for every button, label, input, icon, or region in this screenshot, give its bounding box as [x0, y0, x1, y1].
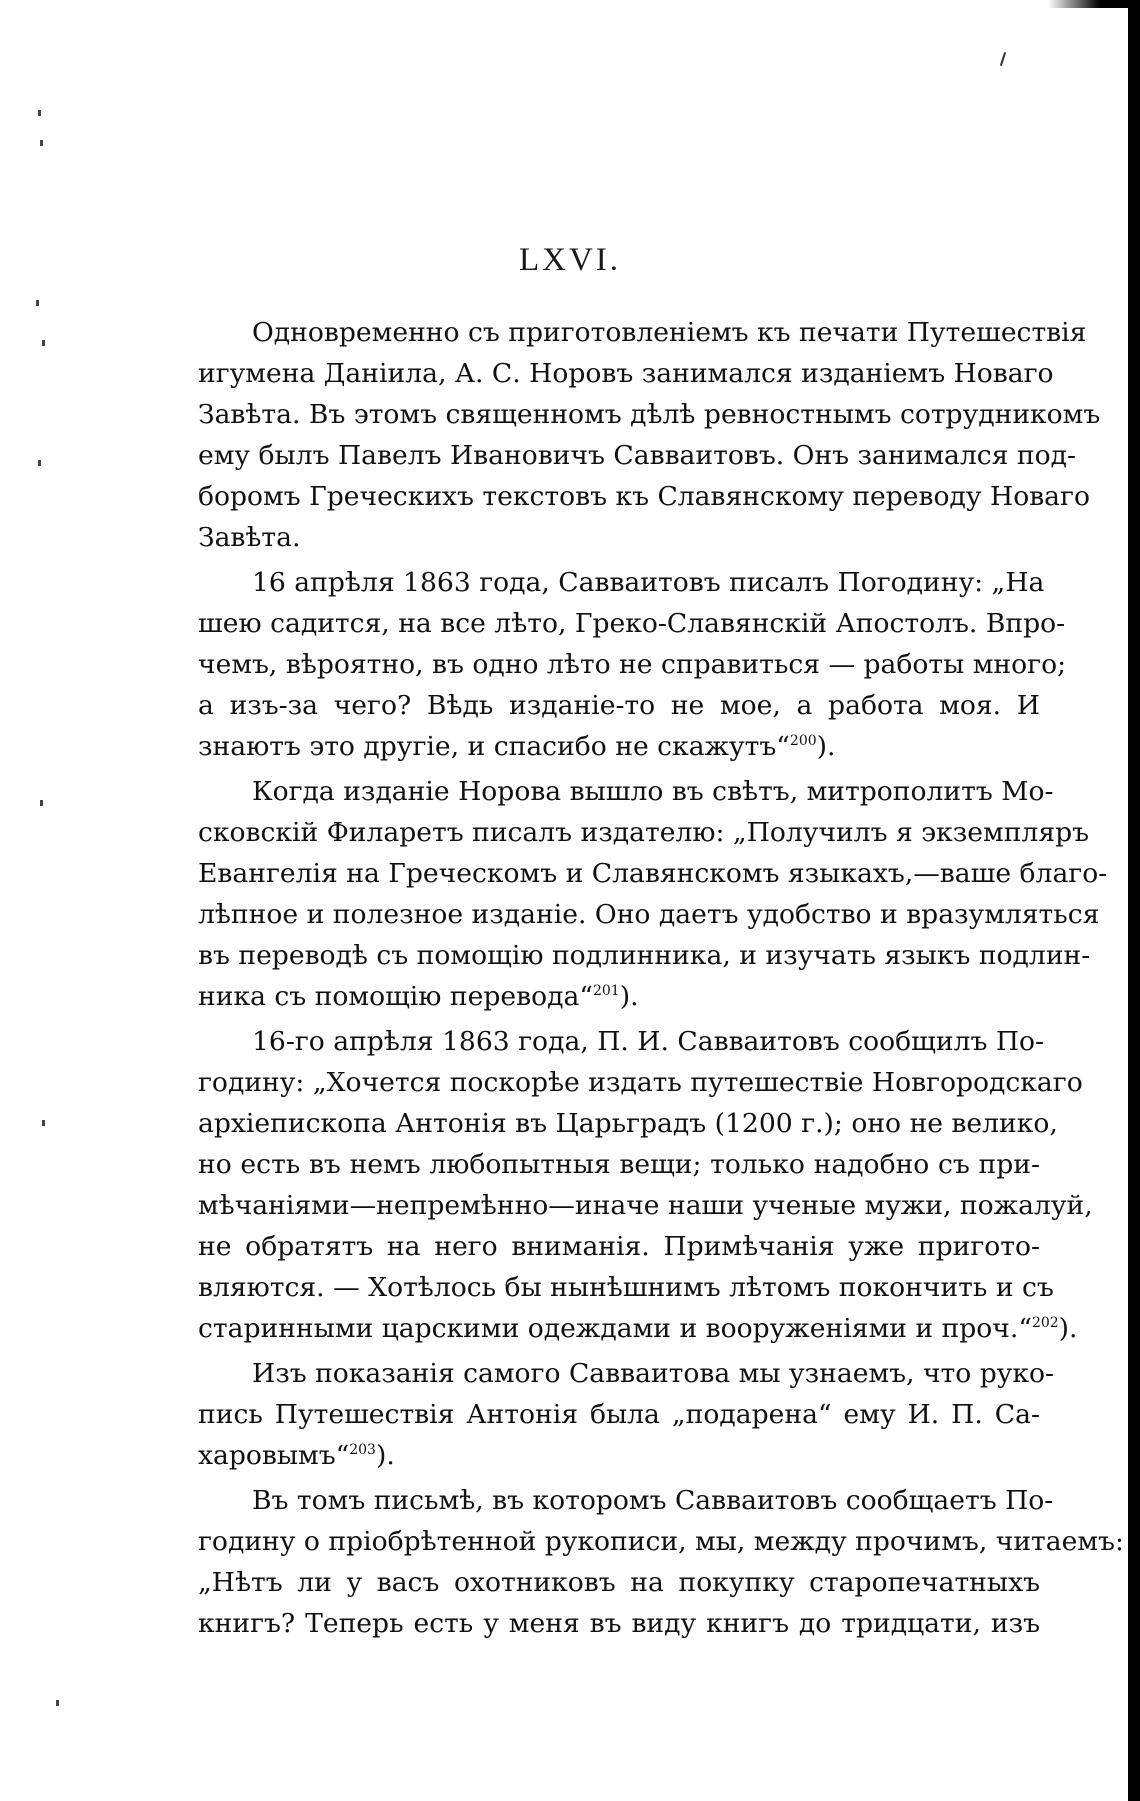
text-line: лѣпное и полезное изданіе. Оно даетъ удобство и вразумляться: [198, 899, 1100, 930]
scan-speck: [38, 460, 41, 466]
text-line: не обратятъ на него вниманія. Примѣчанія уже пригото-: [198, 1231, 1040, 1262]
text-line-content: старинными царскими одеждами и вооруженіями и проч.“: [198, 1313, 1032, 1344]
footnote-marker: 201: [592, 983, 620, 1000]
footnote-close: ).: [619, 981, 639, 1012]
text-line: боромъ Греческихъ текстовъ къ Славянскому переводу Новаго: [198, 481, 1090, 512]
paragraph: [198, 562, 1067, 767]
paragraph: [198, 1021, 1093, 1349]
text-line: чемъ, вѣроятно, въ одно лѣто не справиться — работы много;: [198, 649, 1067, 680]
text-line: вляются. — Хотѣлось бы нынѣшнимъ лѣтомъ покончить и съ: [198, 1272, 1054, 1303]
footnote-marker: 200: [789, 733, 817, 750]
text-line: „Нѣтъ ли у васъ охотниковъ на покупку старопечатныхъ: [198, 1567, 1040, 1598]
text-line: Завѣта.: [198, 522, 301, 553]
scan-speck: [42, 1120, 45, 1126]
text-line: игумена Даніила, А. С. Норовъ занимался изданіемъ Новаго: [198, 358, 1054, 389]
scan-speck: [38, 110, 41, 116]
text-line: но есть въ немъ любопытныя вещи; только надобно съ при-: [198, 1149, 1040, 1180]
text-line: въ переводѣ съ помощію подлинника, и изучать языкъ подлин-: [198, 940, 1091, 971]
text-line: [198, 1435, 1040, 1476]
page-heading: LXVI.: [518, 242, 622, 278]
text-line: Одновременно съ приготовленіемъ къ печати Путешествія: [252, 317, 1087, 348]
text-line: а изъ-за чего? Вѣдь изданіе-то не мое, а работа моя. И: [198, 690, 1040, 721]
text-line-content: ника съ помощію перевода“: [198, 981, 593, 1012]
paragraph: [198, 1480, 1124, 1644]
text-line: годину: „Хочется поскорѣе издать путешествіе Новгородскаго: [198, 1067, 1083, 1098]
text-line: 16 апрѣля 1863 года, Савваитовъ писалъ Погодину: „На: [252, 567, 1045, 598]
text-line: годину о пріобрѣтенной рукописи, мы, между прочимъ, читаемъ:: [198, 1526, 1124, 1557]
scan-speck: [40, 800, 43, 806]
text-line: [198, 976, 1040, 1017]
paragraph: [198, 771, 1108, 1017]
scan-mark: [1000, 52, 1006, 66]
paragraph: [198, 1353, 1055, 1476]
footnote-marker: 202: [1031, 1315, 1059, 1332]
scan-speck: [42, 340, 45, 346]
scan-corner-smudge: [1048, 0, 1128, 8]
footnote-close: ).: [1058, 1313, 1078, 1344]
text-line: сковскій Филаретъ писалъ издателю: „Получилъ я экземпляръ: [198, 817, 1090, 848]
text-line: книгъ? Теперь есть у меня въ виду книгъ до тридцати, изъ: [198, 1608, 1040, 1639]
footnote-close: ).: [375, 1440, 395, 1471]
paragraph: [198, 312, 1101, 558]
text-line: [198, 1308, 1078, 1349]
text-line: Изъ показанія самого Савваитова мы узнаемъ, что руко-: [252, 1358, 1055, 1389]
text-line: ему былъ Павелъ Ивановичъ Савваитовъ. Онъ занимался под-: [198, 440, 1077, 471]
text-line: пись Путешествія Антонія была „подарена“ ему И. П. Са-: [198, 1399, 1040, 1430]
scan-speck: [56, 1700, 59, 1706]
body-text: [198, 312, 1124, 1648]
text-line: Евангелія на Греческомъ и Славянскомъ языкахъ,—ваше благо-: [198, 858, 1108, 889]
text-line: 16-го апрѣля 1863 года, П. И. Савваитовъ сообщилъ По-: [252, 1026, 1045, 1057]
footnote-close: ).: [816, 731, 836, 762]
text-line: Завѣта. Въ этомъ священномъ дѣлѣ ревностнымъ сотрудникомъ: [198, 399, 1101, 430]
text-line: Въ томъ письмѣ, въ которомъ Савваитовъ сообщаетъ По-: [252, 1485, 1054, 1516]
text-line-content: знаютъ это другіе, и спасибо не скажутъ“: [198, 731, 790, 762]
text-line: шею садится, на все лѣто, Греко-Славянскій Апостолъ. Впро-: [198, 608, 1066, 639]
text-line-content: харовымъ“: [198, 1440, 350, 1471]
text-line: Когда изданіе Норова вышло въ свѣтъ, митрополитъ Мо-: [252, 776, 1054, 807]
scan-speck: [40, 140, 43, 146]
text-line: мѣчаніями—непремѣнно—иначе наши ученые мужи, пожалуй,: [198, 1190, 1093, 1221]
text-line: [198, 726, 1040, 767]
scan-speck: [36, 300, 39, 306]
footnote-marker: 203: [349, 1442, 376, 1459]
text-line: архіепископа Антонія въ Царьградъ (1200 г.); оно не велико,: [198, 1108, 1058, 1139]
